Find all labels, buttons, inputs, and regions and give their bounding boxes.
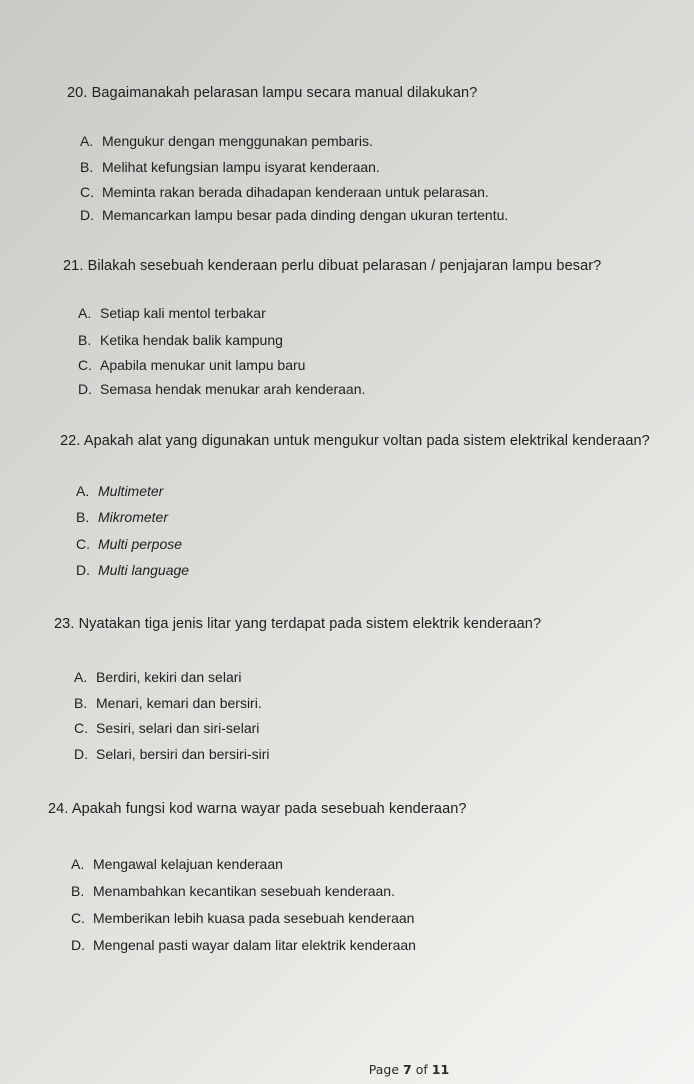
question-prompt: Bilakah sesebuah kenderaan perlu dibuat pelarasan / penjajaran lampu besar? (87, 258, 602, 274)
question-prompt: Apakah fungsi kod warna wayar pada sesebuah kenderaan? (71, 801, 467, 817)
option-text: Mengawal kelajuan kenderaan (93, 856, 283, 872)
option-letter: A. (80, 133, 94, 149)
option-a (74, 669, 242, 685)
question-number: 24. (48, 801, 69, 817)
option-letter: C. (80, 184, 94, 200)
question-number: 23. (54, 616, 75, 632)
option-text: Selari, bersiri dan bersiri-siri (96, 746, 270, 762)
question-prompt: Apakah alat yang digunakan untuk mengukur voltan pada sistem elektrikal kenderaan? (83, 433, 650, 449)
option-text: Multimeter (98, 483, 164, 499)
option-d (80, 207, 508, 223)
option-letter: B. (76, 509, 90, 525)
option-a (76, 483, 163, 499)
option-text: Mikrometer (98, 509, 169, 525)
option-d (74, 746, 270, 762)
page-footer (0, 1062, 694, 1077)
option-b (74, 695, 262, 711)
option-b (80, 159, 380, 175)
option-letter: C. (71, 910, 85, 926)
option-text: Apabila menukar unit lampu baru (100, 357, 306, 373)
option-b (76, 509, 168, 525)
of-label: of (415, 1062, 428, 1077)
option-d (78, 381, 365, 397)
option-text: Setiap kali mentol terbakar (100, 305, 266, 321)
question-number: 20. (67, 85, 88, 101)
option-text: Berdiri, kekiri dan selari (96, 669, 242, 685)
option-letter: A. (74, 669, 88, 685)
option-c (78, 357, 305, 373)
option-letter: B. (71, 883, 85, 899)
option-d (71, 937, 416, 953)
question-text (60, 433, 650, 449)
option-b (71, 883, 395, 899)
option-a (71, 856, 283, 872)
option-text: Multi perpose (98, 536, 183, 552)
option-c (74, 720, 259, 736)
question-text (67, 85, 477, 101)
question-prompt: Nyatakan tiga jenis litar yang terdapat pada sistem elektrik kenderaan? (78, 616, 542, 632)
page-indicator (369, 1062, 449, 1077)
question-number: 21. (63, 258, 84, 274)
option-c (76, 536, 182, 552)
option-c (80, 184, 489, 200)
option-letter: D. (71, 937, 85, 953)
option-b (78, 332, 283, 348)
option-text: Meminta rakan berada dihadapan kenderaan untuk pelarasan. (102, 184, 489, 200)
page-label: Page (368, 1062, 400, 1077)
question-text (48, 801, 467, 817)
option-letter: B. (74, 695, 88, 711)
option-letter: B. (78, 332, 92, 348)
option-a (78, 305, 266, 321)
question-text (63, 258, 601, 274)
option-text: Ketika hendak balik kampung (100, 332, 283, 348)
question-prompt: Bagaimanakah pelarasan lampu secara manual dilakukan? (91, 85, 478, 101)
option-letter: C. (78, 357, 92, 373)
total-pages: 11 (431, 1062, 450, 1077)
option-text: Sesiri, selari dan siri-selari (96, 720, 260, 736)
option-letter: B. (80, 159, 94, 175)
option-letter: D. (76, 562, 90, 578)
page-number: 7 (403, 1062, 412, 1077)
option-letter: A. (78, 305, 92, 321)
option-letter: C. (74, 720, 88, 736)
option-d (76, 562, 189, 578)
option-text: Multi language (98, 562, 190, 578)
option-text: Melihat kefungsian lampu isyarat kenderaan. (102, 159, 380, 175)
option-a (80, 133, 373, 149)
option-letter: A. (76, 483, 90, 499)
option-text: Memberikan lebih kuasa pada sesebuah kenderaan (93, 910, 415, 926)
option-text: Mengukur dengan menggunakan pembaris. (102, 133, 373, 149)
option-text: Menambahkan kecantikan sesebuah kenderaan. (93, 883, 395, 899)
option-text: Semasa hendak menukar arah kenderaan. (100, 381, 366, 397)
option-letter: D. (78, 381, 92, 397)
option-text: Menari, kemari dan bersiri. (96, 695, 262, 711)
option-letter: D. (74, 746, 88, 762)
option-letter: A. (71, 856, 85, 872)
option-letter: C. (76, 536, 90, 552)
question-number: 22. (60, 433, 81, 449)
option-text: Mengenal pasti wayar dalam litar elektrik kenderaan (93, 937, 416, 953)
option-text: Memancarkan lampu besar pada dinding dengan ukuran tertentu. (102, 207, 509, 223)
option-c (71, 910, 414, 926)
question-text (54, 616, 541, 632)
option-letter: D. (80, 207, 94, 223)
